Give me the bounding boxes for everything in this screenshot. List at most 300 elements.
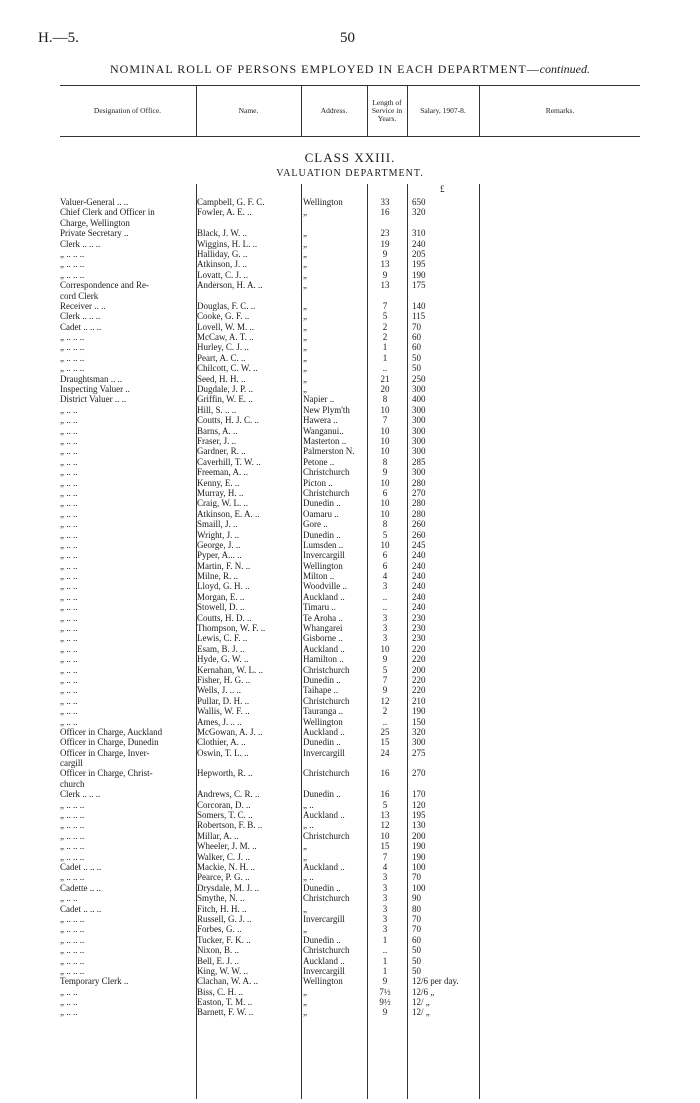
- address-cell: Tauranga ..: [303, 706, 344, 717]
- address-cell: Wellington: [303, 716, 343, 727]
- salary-cell: 240: [412, 581, 426, 592]
- table-row: [60, 675, 490, 685]
- table-row: [60, 727, 490, 737]
- address-cell: „: [303, 352, 307, 363]
- years-cell: 15: [380, 737, 390, 748]
- salary-cell: 195: [412, 810, 426, 821]
- name-cell: Lovell, W. M. ..: [197, 321, 255, 332]
- salary-cell: 280: [412, 508, 426, 519]
- address-cell: Whangarei: [303, 623, 343, 634]
- designation-cell: „ .. ..: [60, 612, 78, 623]
- table-row: [60, 561, 490, 571]
- salary-cell: 240: [412, 602, 426, 613]
- table-row: [60, 997, 490, 1007]
- designation-cell: „ .. .. ..: [60, 955, 85, 966]
- salary-cell: 320: [412, 726, 426, 737]
- years-cell: 10: [380, 498, 390, 509]
- address-cell: Invercargill: [303, 747, 345, 758]
- class-title: CLASS XXIII.: [304, 150, 396, 165]
- salary-cell: 300: [412, 404, 426, 415]
- table-row: [60, 332, 490, 342]
- name-cell: Drysdale, M. J. ..: [197, 882, 259, 893]
- address-cell: Lumsden ..: [303, 539, 344, 550]
- years-cell: 20: [380, 384, 390, 395]
- years-cell: 25: [380, 726, 390, 737]
- salary-cell: 300: [412, 446, 426, 457]
- designation-cell: „ .. ..: [60, 591, 78, 602]
- address-cell: Auckland ..: [303, 810, 345, 821]
- col-header-designation: Designation of Office.: [93, 106, 162, 115]
- address-cell: Woodville ..: [303, 581, 348, 592]
- table-row: [60, 571, 490, 581]
- years-cell: 8: [382, 519, 388, 530]
- table-row: [60, 872, 490, 882]
- table-row: [60, 259, 490, 269]
- table-row: [60, 841, 490, 851]
- years-cell: 12: [380, 695, 390, 706]
- name-cell: Walker, C. J. ..: [197, 851, 250, 862]
- address-cell: Taihape ..: [303, 685, 339, 696]
- years-cell: 4: [382, 862, 388, 872]
- address-cell: „: [303, 311, 307, 322]
- name-cell: Coutts, H. J. C. ..: [197, 415, 260, 426]
- designation-cell: Correspondence and Re-: [60, 280, 149, 291]
- years-cell: 16: [380, 768, 390, 779]
- table-row: [60, 301, 490, 311]
- designation-cell: „ .. ..: [60, 456, 78, 467]
- years-cell: 13: [380, 280, 390, 291]
- designation-cell: „ .. .. ..: [60, 248, 85, 259]
- salary-cell: 70: [412, 872, 421, 883]
- table-row: [60, 342, 490, 352]
- address-cell: Christchurch: [303, 664, 350, 675]
- column-divider: [301, 86, 302, 136]
- table-row: [60, 291, 490, 301]
- designation-cell: „ .. ..: [60, 467, 78, 478]
- name-cell: Kernahan, W. L. ..: [197, 664, 263, 675]
- col-header-address: Address.: [320, 106, 348, 115]
- table-row: [60, 467, 490, 477]
- address-cell: Auckland ..: [303, 955, 345, 966]
- table-row: [60, 924, 490, 934]
- address-cell: Invercargill: [303, 965, 345, 976]
- designation-cell: Officer in Charge, Christ-: [60, 768, 153, 779]
- salary-cell: 250: [412, 373, 426, 384]
- designation-cell: „ .. .. ..: [60, 799, 85, 810]
- designation-cell: „ .. ..: [60, 529, 78, 540]
- address-cell: Te Aroha ..: [303, 612, 343, 623]
- designation-cell: „ .. .. ..: [60, 259, 85, 270]
- designation-cell: cargill: [60, 758, 83, 769]
- designation-cell: „ .. ..: [60, 508, 78, 519]
- years-cell: ..: [382, 716, 388, 727]
- address-cell: Petone ..: [303, 456, 335, 467]
- salary-cell: 280: [412, 498, 426, 509]
- table-row: [60, 239, 490, 249]
- address-cell: Auckland ..: [303, 862, 345, 872]
- designation-cell: „ .. ..: [60, 674, 78, 685]
- salary-cell: 260: [412, 529, 426, 540]
- salary-cell: 240: [412, 238, 426, 249]
- address-cell: „: [303, 342, 307, 353]
- name-cell: Millar, A. ..: [197, 830, 239, 841]
- salary-cell: 300: [412, 737, 426, 748]
- years-cell: 23: [380, 228, 390, 239]
- designation-cell: „ .. .. ..: [60, 872, 85, 883]
- name-cell: Somers, T. C. ..: [197, 810, 253, 821]
- years-cell: 1: [382, 965, 388, 976]
- designation-cell: „ .. ..: [60, 477, 78, 488]
- years-cell: 5: [382, 664, 388, 675]
- salary-cell: 12/ „: [412, 1007, 430, 1018]
- name-cell: Gardner, R. ..: [197, 446, 246, 457]
- salary-cell: 190: [412, 706, 426, 717]
- years-cell: 33: [380, 197, 390, 207]
- designation-cell: Private Secretary ..: [60, 228, 129, 239]
- table-row: [60, 384, 490, 394]
- page-number: 50: [340, 30, 355, 46]
- address-cell: „: [303, 373, 307, 384]
- address-cell: „: [303, 207, 307, 218]
- name-cell: Griffin, W. E. ..: [197, 394, 253, 405]
- salary-cell: 275: [412, 747, 426, 758]
- salary-cell: 300: [412, 467, 426, 478]
- years-cell: 6: [382, 550, 388, 561]
- years-cell: ..: [382, 602, 388, 613]
- years-cell: 4: [382, 571, 388, 582]
- name-cell: Black, J. W. ..: [197, 228, 248, 239]
- table-row: [60, 665, 490, 675]
- name-cell: Douglas, F. C. ..: [197, 300, 256, 311]
- address-cell: Gisborne ..: [303, 633, 343, 644]
- table-row: [60, 904, 490, 914]
- designation-cell: „ .. ..: [60, 893, 78, 904]
- years-cell: 24: [380, 747, 390, 758]
- designation-cell: „ .. .. ..: [60, 851, 85, 862]
- address-cell: Christchurch: [303, 695, 350, 706]
- name-cell: Halliday, G. ..: [197, 248, 248, 259]
- name-cell: Andrews, C. R. ..: [197, 789, 260, 800]
- address-cell: Dunedin ..: [303, 789, 341, 800]
- salary-cell: 150: [412, 716, 426, 727]
- name-cell: Milne, R. ..: [197, 571, 239, 582]
- table-row: [60, 654, 490, 664]
- table-row: [60, 446, 490, 456]
- salary-cell: 230: [412, 612, 426, 623]
- designation-cell: „ .. ..: [60, 415, 78, 426]
- name-cell: Biss, C. H. ..: [197, 986, 244, 997]
- years-cell: 10: [380, 404, 390, 415]
- address-cell: Milton ..: [303, 571, 335, 582]
- designation-cell: Charge, Wellington: [60, 217, 130, 228]
- address-cell: Auckland ..: [303, 726, 345, 737]
- roll-table-body: [60, 197, 490, 1018]
- name-cell: Anderson, H. A. ..: [197, 280, 263, 291]
- page-title-suffix: continued.: [539, 62, 590, 76]
- salary-cell: 220: [412, 654, 426, 665]
- address-cell: Dunedin ..: [303, 882, 341, 893]
- designation-cell: Chief Clerk and Officer in: [60, 207, 155, 218]
- address-cell: Auckland ..: [303, 591, 345, 602]
- designation-cell: „ .. .. ..: [60, 363, 85, 374]
- address-cell: Hamilton ..: [303, 654, 344, 665]
- page-title: [0, 62, 700, 77]
- name-cell: Tucker, F. K. ..: [197, 934, 251, 945]
- salary-cell: 50: [412, 955, 421, 966]
- name-cell: Pyper, A... ..: [197, 550, 242, 561]
- salary-cell: 240: [412, 550, 426, 561]
- salary-cell: 50: [412, 363, 421, 374]
- salary-cell: 190: [412, 269, 426, 280]
- table-row: [60, 862, 490, 872]
- address-cell: „: [303, 269, 307, 280]
- name-cell: Caverhill, T. W. ..: [197, 456, 261, 467]
- salary-cell: 100: [412, 862, 426, 872]
- years-cell: 6: [382, 560, 388, 571]
- years-cell: 19: [380, 238, 390, 249]
- name-cell: Fitch, H. H. ..: [197, 903, 247, 914]
- designation-cell: church: [60, 778, 85, 789]
- address-cell: Wanganui..: [303, 425, 344, 436]
- salary-cell: 285: [412, 456, 426, 467]
- years-cell: 3: [382, 893, 388, 904]
- name-cell: Hurley, C. J. ..: [197, 342, 249, 353]
- table-row: [60, 540, 490, 550]
- address-cell: Gore ..: [303, 519, 328, 530]
- designation-cell: „ .. ..: [60, 685, 78, 696]
- years-cell: 8: [382, 456, 388, 467]
- designation-cell: „ .. ..: [60, 446, 78, 457]
- years-cell: 7: [382, 415, 388, 426]
- table-row: [60, 717, 490, 727]
- designation-cell: „ .. ..: [60, 986, 78, 997]
- name-cell: Fowler, A. E. ..: [197, 207, 252, 218]
- salary-cell: 90: [412, 893, 421, 904]
- designation-cell: „ .. ..: [60, 425, 78, 436]
- designation-cell: „ .. ..: [60, 664, 78, 675]
- address-cell: Invercargill: [303, 550, 345, 561]
- salary-cell: 270: [412, 768, 426, 779]
- address-cell: „: [303, 924, 307, 935]
- col-header-remarks: Remarks.: [545, 106, 575, 115]
- designation-cell: Draughtsman .. ..: [60, 373, 122, 384]
- table-row: [60, 581, 490, 591]
- years-cell: 9½: [379, 997, 391, 1008]
- years-cell: 21: [380, 373, 390, 384]
- years-cell: 15: [380, 841, 390, 852]
- salary-cell: 120: [412, 799, 426, 810]
- table-row: [60, 415, 490, 425]
- name-cell: Wright, J. ..: [197, 529, 240, 540]
- table-row: [60, 530, 490, 540]
- name-cell: Bell, E. J. ..: [197, 955, 239, 966]
- salary-cell: 100: [412, 882, 426, 893]
- salary-cell: 170: [412, 789, 426, 800]
- years-cell: 1: [382, 934, 388, 945]
- salary-cell: 50: [412, 945, 421, 956]
- address-cell: Christchurch: [303, 945, 350, 956]
- column-divider: [196, 86, 197, 136]
- address-cell: „: [303, 851, 307, 862]
- address-cell: „: [303, 248, 307, 259]
- address-cell: „: [303, 986, 307, 997]
- years-cell: ..: [382, 591, 388, 602]
- table-row: [60, 311, 490, 321]
- name-cell: Lovatt, C. J. ..: [197, 269, 248, 280]
- address-cell: Auckland ..: [303, 643, 345, 654]
- name-cell: Lloyd, G. H. ..: [197, 581, 250, 592]
- salary-cell: 70: [412, 924, 421, 935]
- table-row: [60, 893, 490, 903]
- designation-cell: „ .. ..: [60, 695, 78, 706]
- years-cell: 3: [382, 924, 388, 935]
- table-row: [60, 363, 490, 373]
- table-row: [60, 706, 490, 716]
- address-cell: „: [303, 228, 307, 239]
- years-cell: 10: [380, 446, 390, 457]
- salary-cell: 200: [412, 664, 426, 675]
- address-cell: Invercargill: [303, 913, 345, 924]
- designation-cell: Temporary Clerk ..: [60, 976, 129, 987]
- years-cell: ..: [382, 363, 388, 374]
- name-cell: Barns, A. ..: [197, 425, 238, 436]
- table-row: [60, 748, 490, 758]
- table-row: [60, 976, 490, 986]
- table-row: [60, 633, 490, 643]
- address-cell: „: [303, 321, 307, 332]
- name-cell: McCaw, A. T. ..: [197, 332, 254, 343]
- years-cell: 9: [382, 269, 388, 280]
- salary-cell: 50: [412, 352, 421, 363]
- designation-cell: „ .. .. ..: [60, 913, 85, 924]
- name-cell: Campbell, G. F. C.: [197, 197, 265, 207]
- column-divider: [367, 86, 368, 136]
- table-row: [60, 987, 490, 997]
- table-row: [60, 613, 490, 623]
- salary-cell: 240: [412, 571, 426, 582]
- years-cell: 5: [382, 311, 388, 322]
- table-row: [60, 768, 490, 778]
- salary-cell: 130: [412, 820, 426, 831]
- salary-cell: 115: [412, 311, 426, 322]
- years-cell: 10: [380, 477, 390, 488]
- salary-cell: 60: [412, 934, 421, 945]
- table-row: [60, 758, 490, 768]
- designation-cell: Officer in Charge, Inver-: [60, 747, 150, 758]
- years-cell: 1: [382, 352, 388, 363]
- salary-cell: 60: [412, 332, 421, 343]
- years-cell: 16: [380, 207, 390, 218]
- designation-cell: Clerk .. .. ..: [60, 311, 101, 322]
- address-cell: „: [303, 841, 307, 852]
- address-cell: „: [303, 1007, 307, 1018]
- years-cell: 1: [382, 342, 388, 353]
- name-cell: Smythe, N. ..: [197, 893, 245, 904]
- name-cell: Thompson, W. F. ..: [197, 623, 266, 634]
- designation-cell: Cadet .. .. ..: [60, 862, 102, 872]
- department-title: VALUATION DEPARTMENT.: [276, 168, 424, 179]
- years-cell: 10: [380, 830, 390, 841]
- address-cell: Dunedin ..: [303, 674, 341, 685]
- table-row: [60, 249, 490, 259]
- name-cell: Cooke, G. F. ..: [197, 311, 250, 322]
- salary-cell: 300: [412, 435, 426, 446]
- designation-cell: „ .. ..: [60, 550, 78, 561]
- name-cell: Hepworth, R. ..: [197, 768, 253, 779]
- address-cell: Napier ..: [303, 394, 335, 405]
- name-cell: Nixon, B. ..: [197, 945, 240, 956]
- name-cell: Freeman, A. ..: [197, 467, 248, 478]
- address-cell: Christchurch: [303, 893, 350, 904]
- col-header-salary: Salary, 1907-8.: [420, 106, 466, 115]
- table-row: [60, 945, 490, 955]
- designation-cell: „ .. ..: [60, 654, 78, 665]
- name-cell: Pearce, P. G. ..: [197, 872, 250, 883]
- designation-cell: „ .. ..: [60, 1007, 78, 1018]
- designation-cell: „ .. .. ..: [60, 820, 85, 831]
- address-cell: Timaru ..: [303, 602, 336, 613]
- currency-symbol: £: [440, 184, 445, 194]
- years-cell: 5: [382, 529, 388, 540]
- address-cell: Hawera ..: [303, 415, 338, 426]
- table-row: [60, 478, 490, 488]
- name-cell: Stowell, D. ..: [197, 602, 245, 613]
- address-cell: Dunedin ..: [303, 934, 341, 945]
- name-cell: Clachan, W. A. ..: [197, 976, 258, 987]
- name-cell: Hyde, G. W. ..: [197, 654, 249, 665]
- salary-cell: 650: [412, 197, 426, 207]
- years-cell: 9: [382, 1007, 388, 1018]
- name-cell: Atkinson, E. A. ..: [197, 508, 260, 519]
- name-cell: Russell, G. J. ..: [197, 913, 252, 924]
- years-cell: 7: [382, 674, 388, 685]
- salary-cell: 300: [412, 415, 426, 426]
- designation-cell: Cadet .. .. ..: [60, 321, 102, 332]
- salary-cell: 205: [412, 248, 426, 259]
- salary-cell: 140: [412, 300, 426, 311]
- table-row: [60, 592, 490, 602]
- designation-cell: „ .. ..: [60, 623, 78, 634]
- designation-cell: „ .. ..: [60, 519, 78, 530]
- name-cell: Coutts, H. D. ..: [197, 612, 252, 623]
- salary-cell: 220: [412, 643, 426, 654]
- years-cell: 2: [382, 332, 388, 343]
- address-cell: Masterton ..: [303, 435, 347, 446]
- name-cell: Wiggins, H. L. ..: [197, 238, 258, 249]
- table-row: [60, 457, 490, 467]
- salary-cell: 12/6 per day.: [412, 976, 459, 987]
- table-row: [60, 322, 490, 332]
- designation-cell: „ .. ..: [60, 498, 78, 509]
- designation-cell: „ .. ..: [60, 560, 78, 571]
- table-row: [60, 509, 490, 519]
- years-cell: 10: [380, 425, 390, 436]
- years-cell: 13: [380, 259, 390, 270]
- table-row: [60, 374, 490, 384]
- designation-cell: „ .. .. ..: [60, 810, 85, 821]
- address-cell: „: [303, 997, 307, 1008]
- name-cell: Fisher, H. G. ..: [197, 674, 251, 685]
- table-row: [60, 966, 490, 976]
- column-divider: [407, 86, 408, 136]
- name-cell: Fraser, J. ..: [197, 435, 237, 446]
- table-row: [60, 737, 490, 747]
- years-cell: 9: [382, 467, 388, 478]
- salary-cell: 280: [412, 477, 426, 488]
- name-cell: Esam, B. J. ..: [197, 643, 245, 654]
- years-cell: 10: [380, 508, 390, 519]
- designation-cell: „ .. ..: [60, 487, 78, 498]
